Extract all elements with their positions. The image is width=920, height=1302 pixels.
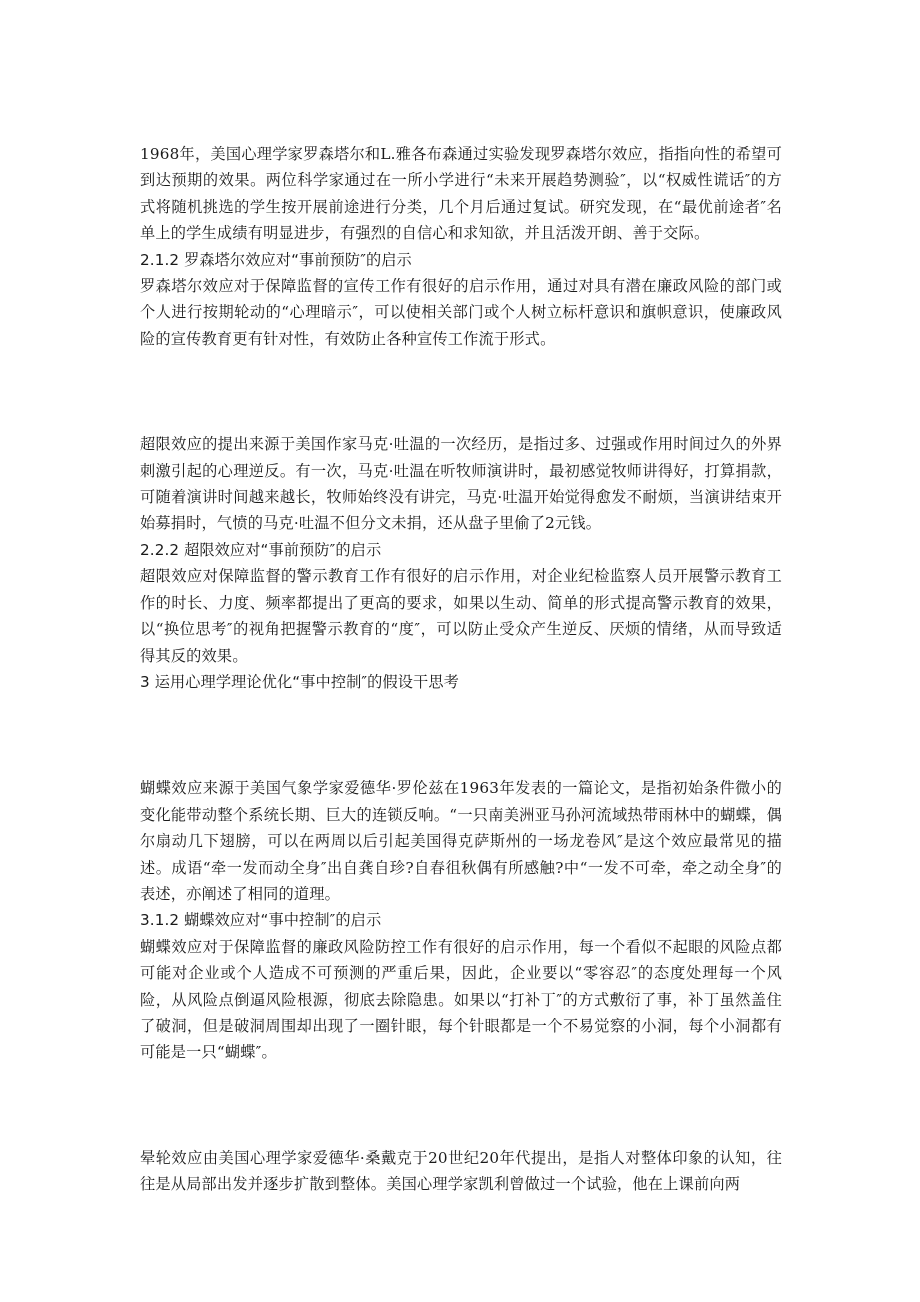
document-page: [140, 141, 782, 1198]
section-heading-2-1-2: 2.1.2 罗森塔尔效应对“事前预防″的启示: [140, 250, 412, 269]
paragraph-butterfly-intro: 蝴蝶效应来源于美国气象学家爱德华·罗伦兹在1963年发表的一篇论文，是指初始条件微小的变化能带动整个系统长期、巨大的连锁反响。“一只南美洲亚马孙河流域热带雨林中的蝴蝶，偶尔扇动几下翅膀，可以在两周以后引起美国得克萨斯州的一场龙卷风″是这个效应最常见的描述。成语“牵一发而动全身″出自龚自珍?自春徂秋偶有所感触?中“一发不可牵，牵之动全身″的表述，亦阐述了相同的道理。: [140, 779, 782, 903]
paragraph-rosenthal-implication: 罗森塔尔效应对于保障监督的宣传工作有很好的启示作用，通过对具有潜在廉政风险的部门或个人进行按期轮动的“心理暗示″，可以使相关部门或个人树立标杆意识和旗帜意识，使廉政风险的宣传教育更有针对性，有效防止各种宣传工作流于形式。: [140, 277, 782, 348]
paragraph-halo-intro: 晕轮效应由美国心理学家爱德华·桑戴克于20世纪20年代提出，是指人对整体印象的认知，往往是从局部出发并逐步扩散到整体。美国心理学家凯利曾做过一个试验，他在上课前向两: [140, 1148, 782, 1194]
paragraph-spacer: [140, 352, 782, 431]
paragraph-overlimit-implication: 超限效应对保障监督的警示教育工作有很好的启示作用，对企业纪检监察人员开展警示教育工作的时长、力度、频率都提出了更高的要求，如果以生动、简单的形式提高警示教育的效果，以“换位思考″的视角把握警示教育的“度″，可以防止受众产生逆反、厌烦的情绪，从而导致适得其反的效果。: [140, 567, 782, 665]
section-heading-3-1-2: 3.1.2 蝴蝶效应对“事中控制″的启示: [140, 911, 382, 930]
section-heading-2-2-2: 2.2.2 超限效应对“事前预防″的启示: [140, 540, 382, 559]
paragraph-butterfly-implication: 蝴蝶效应对于保障监督的廉政风险防控工作有很好的启示作用，每一个看似不起眼的风险点都可能对企业或个人造成不可预测的严重后果，因此，企业要以“零容忍″的态度处理每一个风险，从风险点倒逼风险根源，彻底去除隐患。如果以“打补丁″的方式敷衍了事，补丁虽然盖住了破洞，但是破洞周围却出现了一圈针眼，每个针眼都是一个不易觉察的小洞，每个小洞都有可能是一只“蝴蝶″。: [140, 937, 782, 1062]
paragraph-spacer: [140, 1066, 782, 1145]
paragraph-overlimit-intro: 超限效应的提出来源于美国作家马克·吐温的一次经历，是指过多、过强或作用时间过久的外界刺激引起的心理逆反。有一次，马克·吐温在听牧师演讲时，最初感觉牧师讲得好，打算捐款，可随着演讲时间越来越长，牧师始终没有讲完，马克·吐温开始觉得愈发不耐烦，当演讲结束开始募捐时，气愤的马克·吐温不但分文未捐，还从盘子里偷了2元钱。: [140, 435, 782, 533]
paragraph-spacer: [140, 695, 782, 775]
section-heading-3: 3 运用心理学理论优化“事中控制″的假设干思考: [140, 672, 459, 691]
paragraph-rosenthal-intro: 1968年，美国心理学家罗森塔尔和L.雅各布森通过实验发现罗森塔尔效应，指指向性的希望可到达预期的效果。两位科学家通过在一所小学进行“未来开展趋势测验″，以“权威性谎话″的方式将随机挑选的学生按开展前途进行分类，几个月后通过复试。研究发现，在“最优前途者″名单上的学生成绩有明显进步，有强烈的自信心和求知欲，并且活泼开朗、善于交际。: [140, 145, 782, 243]
